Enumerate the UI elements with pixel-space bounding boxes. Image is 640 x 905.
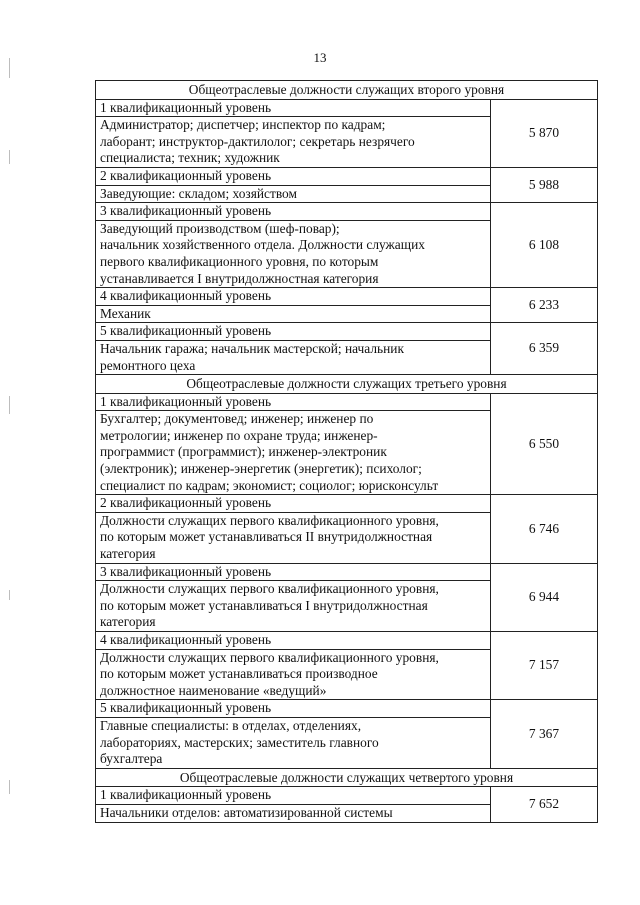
qualification-level-row <box>96 700 598 718</box>
qualification-level-label: 4 квалификационный уровень <box>96 632 491 650</box>
margin-scan-mark <box>9 150 10 164</box>
position-text-line: категория <box>100 614 156 630</box>
qualification-level-label: 3 квалификационный уровень <box>96 203 491 221</box>
position-text-line: категория <box>100 546 156 562</box>
section-title: Общеотраслевые должности служащих второго уровня <box>96 81 598 100</box>
position-text-line: Начальник гаража; начальник мастерской; начальник <box>100 340 404 356</box>
position-text-line: Начальники отделов: автоматизированной системы <box>100 804 393 820</box>
qualification-level-row <box>96 563 598 581</box>
margin-scan-mark <box>9 396 10 414</box>
position-text-line: ремонтного цеха <box>100 357 196 373</box>
salary-table-body <box>96 81 598 823</box>
salary-value: 7 367 <box>491 700 598 768</box>
margin-scan-mark <box>9 590 10 600</box>
position-text-line: должностное наименование «ведущий» <box>100 682 327 698</box>
positions-cell <box>96 340 491 374</box>
positions-cell <box>96 581 491 632</box>
positions-cell <box>96 117 491 168</box>
position-text-line: устанавливается I внутридолжностная категория <box>100 270 379 286</box>
positions-cell <box>96 220 491 287</box>
position-text-line: лаборант; инструктор-дактилолог; секретарь незрячего <box>100 133 415 149</box>
positions-cell <box>96 411 491 495</box>
qualification-level-row <box>96 787 598 805</box>
qualification-level-row <box>96 99 598 117</box>
position-text-line: лабораториях, мастерских; заместитель главного <box>100 734 379 750</box>
qualification-level-row <box>96 167 598 185</box>
position-text-line: Механик <box>100 305 151 321</box>
salary-value: 5 988 <box>491 167 598 202</box>
position-text-line: по которым может устанавливаться I внутридолжностная <box>100 597 428 613</box>
salary-value: 6 233 <box>491 288 598 323</box>
position-text-line: Должности служащих первого квалификационного уровня, <box>100 512 439 528</box>
salary-value: 5 870 <box>491 99 598 167</box>
positions-cell <box>96 717 491 768</box>
position-text-line: бухгалтера <box>100 751 163 767</box>
positions-cell <box>96 185 491 203</box>
qualification-level-row <box>96 203 598 221</box>
position-text-line: Должности служащих первого квалификационного уровня, <box>100 649 439 665</box>
position-text-line: программист (программист); инженер-электроник <box>100 444 387 460</box>
positions-cell <box>96 804 491 822</box>
salary-table <box>95 80 598 823</box>
position-text-line: Главные специалисты: в отделах, отделениях, <box>100 717 362 733</box>
position-text-line: Заведующие: складом; хозяйством <box>100 185 297 201</box>
qualification-level-label: 1 квалификационный уровень <box>96 393 491 411</box>
section-title: Общеотраслевые должности служащих третьего уровня <box>96 375 598 394</box>
position-text-line: Должности служащих первого квалификационного уровня, <box>100 581 439 597</box>
qualification-level-label: 4 квалификационный уровень <box>96 288 491 306</box>
positions-cell <box>96 512 491 563</box>
salary-value: 7 652 <box>491 787 598 822</box>
section-header-row <box>96 375 598 394</box>
qualification-level-row <box>96 323 598 341</box>
positions-cell <box>96 305 491 323</box>
salary-value: 7 157 <box>491 632 598 700</box>
position-text-line: начальник хозяйственного отдела. Должности служащих <box>100 237 425 253</box>
position-text-line: Бухгалтер; документовед; инженер; инженер по <box>100 411 374 427</box>
margin-scan-mark <box>9 58 10 78</box>
section-title: Общеотраслевые должности служащих четвертого уровня <box>96 768 598 787</box>
qualification-level-label: 3 квалификационный уровень <box>96 563 491 581</box>
qualification-level-label: 1 квалификационный уровень <box>96 99 491 117</box>
position-text-line: по которым может устанавливаться производное <box>100 666 378 682</box>
position-text-line: метрологии; инженер по охране труда; инженер- <box>100 427 378 443</box>
qualification-level-label: 5 квалификационный уровень <box>96 323 491 341</box>
salary-value: 6 359 <box>491 323 598 375</box>
salary-value: 6 550 <box>491 393 598 495</box>
qualification-level-label: 2 квалификационный уровень <box>96 167 491 185</box>
qualification-level-row <box>96 632 598 650</box>
qualification-level-label: 5 квалификационный уровень <box>96 700 491 718</box>
position-text-line: по которым может устанавливаться II внутридолжностная <box>100 529 433 545</box>
position-text-line: первого квалификационного уровня, по которым <box>100 253 379 269</box>
position-text-line: (электроник); инженер-энергетик (энергетик); психолог; <box>100 461 422 477</box>
position-text-line: специалист по кадрам; экономист; социолог; юрисконсульт <box>100 477 439 493</box>
margin-scan-mark <box>9 780 10 794</box>
section-header-row <box>96 768 598 787</box>
salary-value: 6 746 <box>491 495 598 563</box>
qualification-level-row <box>96 288 598 306</box>
qualification-level-row <box>96 393 598 411</box>
salary-value: 6 108 <box>491 203 598 288</box>
position-text-line: Администратор; диспетчер; инспектор по кадрам; <box>100 117 386 133</box>
section-header-row <box>96 81 598 100</box>
qualification-level-label: 2 квалификационный уровень <box>96 495 491 513</box>
salary-value: 6 944 <box>491 563 598 631</box>
qualification-level-row <box>96 495 598 513</box>
position-text-line: Заведующий производством (шеф-повар); <box>100 220 340 236</box>
position-text-line: специалиста; техник; художник <box>100 150 280 166</box>
positions-cell <box>96 649 491 700</box>
page-number: 13 <box>313 50 327 65</box>
qualification-level-label: 1 квалификационный уровень <box>96 787 491 805</box>
